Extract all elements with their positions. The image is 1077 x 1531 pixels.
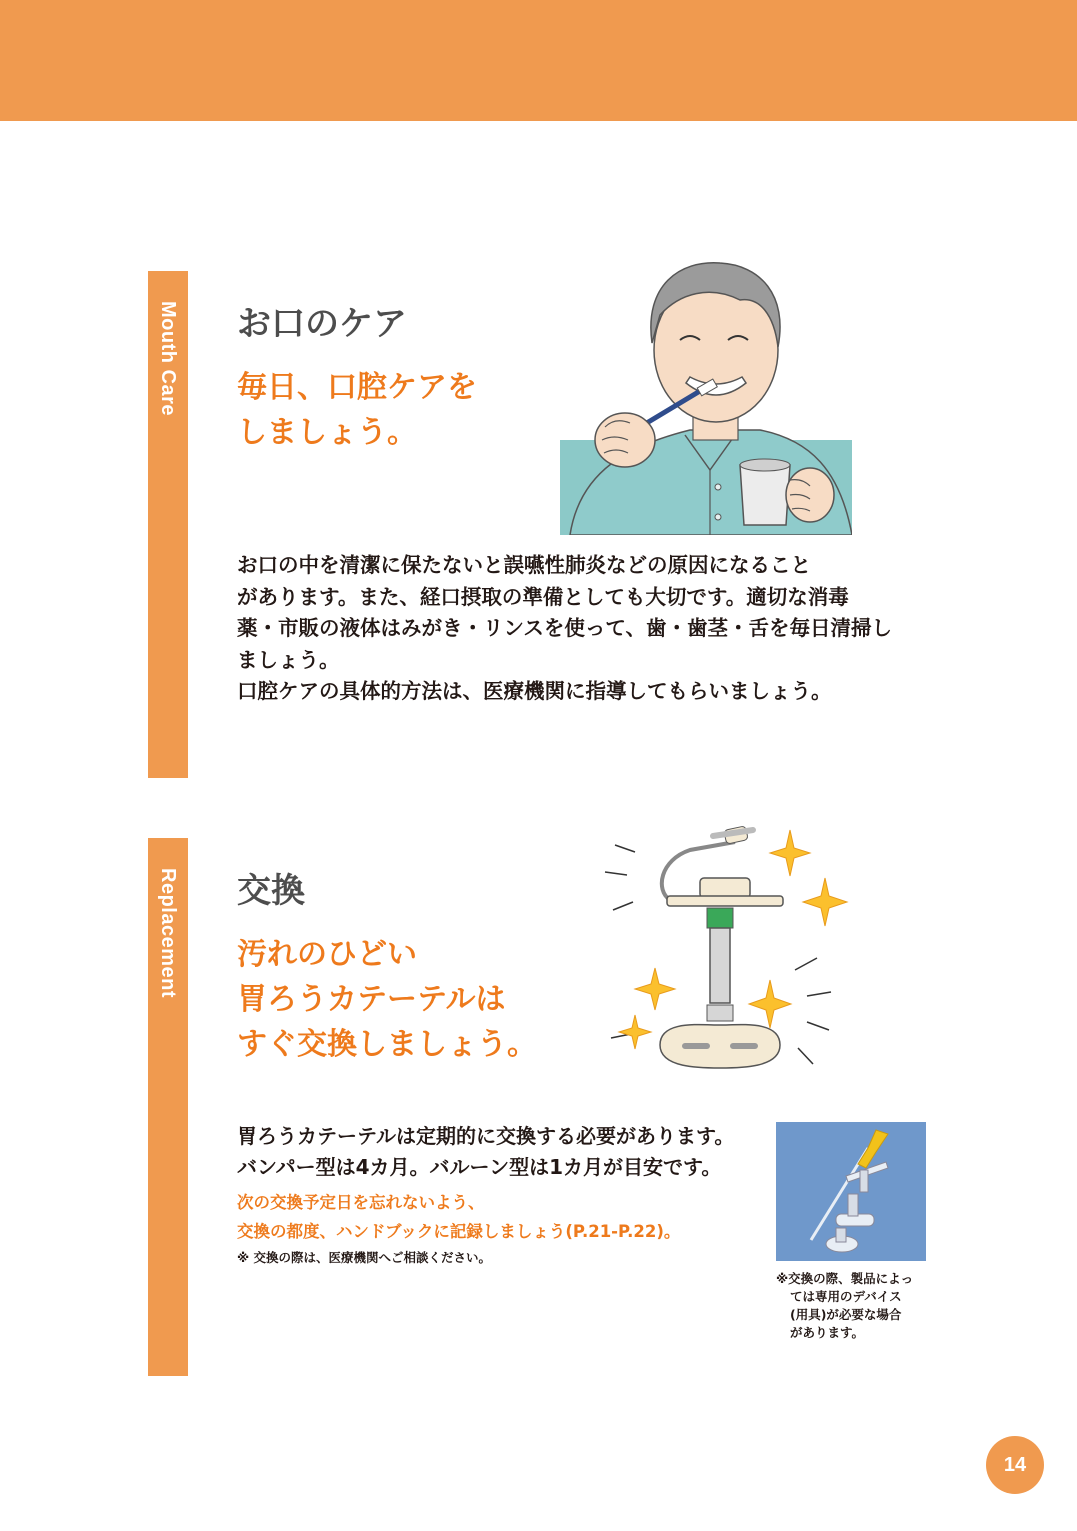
lead-line: すぐ交換しましょう。 — [237, 1027, 537, 1062]
side-tab-label: Replacement — [157, 868, 179, 998]
body-line: お口の中を清潔に保たないと誤嚥性肺炎などの原因になること — [237, 553, 811, 577]
lead-line: 毎日、口腔ケアを — [237, 370, 477, 405]
page-number: 14 — [986, 1436, 1044, 1494]
body-line: バンパー型は4カ月。バルーン型は1カ月が目安です。 — [237, 1155, 722, 1179]
lead-line: 胃ろうカテーテルは — [237, 982, 506, 1017]
section-heading-replacement: 交換 — [237, 871, 305, 911]
side-tab-label: Mouth Care — [157, 301, 179, 416]
body-line: 口腔ケアの具体的方法は、医療機関に指導してもらいましょう。 — [237, 679, 832, 703]
gastrostomy-catheter-illustration — [595, 820, 865, 1080]
caption-line: (用具)が必要な場合 — [790, 1307, 902, 1322]
replacement-reminder-note — [237, 1188, 680, 1246]
consult-note: ※ 交換の際は、医療機関へご相談ください。 — [237, 1250, 492, 1265]
lead-line: 汚れのひどい — [237, 937, 417, 972]
body-text-mouth-care — [237, 550, 937, 708]
side-tab-mouth-care — [148, 271, 188, 778]
note-line: 交換の都度、ハンドブックに記録しましょう(P.21-P.22)。 — [237, 1222, 681, 1241]
header-band — [0, 0, 1077, 121]
photo-caption — [776, 1270, 936, 1342]
body-text-replacement — [237, 1121, 734, 1183]
side-tab-replacement — [148, 838, 188, 1376]
body-line: ましょう。 — [237, 647, 340, 672]
lead-text-replacement — [237, 932, 537, 1067]
note-line: 次の交換予定日を忘れないよう、 — [237, 1193, 485, 1212]
caption-line: があります。 — [790, 1325, 865, 1340]
body-line: 胃ろうカテーテルは定期的に交換する必要があります。 — [237, 1124, 735, 1148]
body-line: 薬・市販の液体はみがき・リンスを使って、歯・歯茎・舌を毎日清掃し — [237, 616, 892, 640]
tooth-brushing-man-illustration — [560, 255, 852, 535]
section-heading-mouth-care: お口のケア — [237, 304, 407, 344]
caption-line: ては専用のデバイス — [790, 1289, 902, 1304]
lead-text-mouth-care — [237, 365, 477, 455]
caption-line: ※交換の際、製品によっ — [776, 1271, 914, 1286]
lead-line: しましょう。 — [237, 415, 417, 450]
replacement-device-photo — [776, 1122, 926, 1261]
body-line: があります。また、経口摂取の準備としても大切です。適切な消毒 — [237, 584, 849, 609]
